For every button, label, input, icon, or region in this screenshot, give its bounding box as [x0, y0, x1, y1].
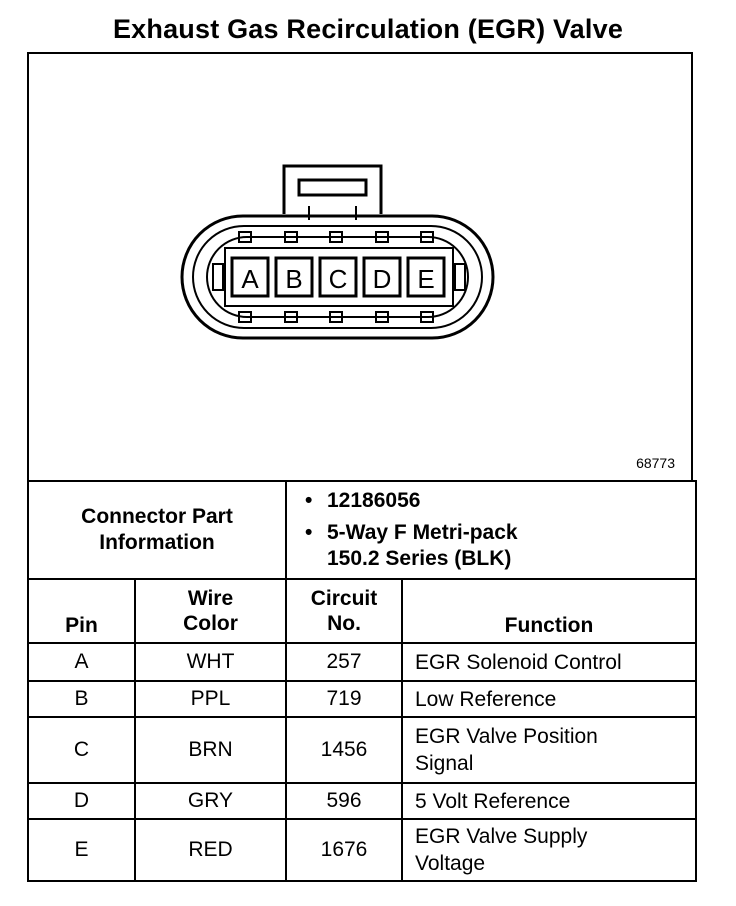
connector-face-drawing	[29, 54, 695, 482]
table-row	[28, 681, 696, 717]
header-circuit-line1: Circuit	[310, 587, 378, 610]
description-line	[305, 520, 695, 572]
connector-info-details	[286, 481, 696, 579]
function-line1: EGR Valve Position	[415, 725, 598, 748]
circuit-cell: 596	[286, 783, 402, 819]
connector-diagram-frame	[27, 52, 693, 480]
pin-label-d: D	[372, 264, 392, 294]
wire-color-cell: BRN	[135, 717, 286, 783]
connector-info-row	[28, 481, 696, 579]
function-line1: Low Reference	[415, 687, 557, 711]
figure-id: 68773	[636, 455, 675, 471]
header-wire-color	[135, 579, 286, 643]
wire-color-cell: PPL	[135, 681, 286, 717]
table-row	[28, 819, 696, 881]
table-header-row	[28, 579, 696, 643]
header-circuit	[286, 579, 402, 643]
pin-cell: C	[28, 717, 135, 783]
function-line1: 5 Volt Reference	[415, 789, 571, 813]
part-number-line	[305, 488, 695, 514]
table-row	[28, 643, 696, 681]
function-line2: Voltage	[415, 852, 486, 875]
diagram-title: Exhaust Gas Recirculation (EGR) Valve	[112, 14, 624, 44]
function-line1: EGR Solenoid Control	[415, 650, 622, 674]
function-cell	[402, 643, 696, 681]
part-number: 12186056	[327, 489, 421, 512]
pin-label-c: C	[328, 264, 348, 294]
header-pin: Pin	[28, 579, 135, 643]
table-row	[28, 783, 696, 819]
pin-label-a: A	[241, 264, 259, 294]
header-wire-color-line2: Color	[183, 612, 238, 635]
header-wire-color-line1: Wire	[187, 587, 234, 610]
function-cell	[402, 717, 696, 783]
pin-label-b: B	[285, 264, 303, 294]
connector-info-label-line1: Connector Part	[81, 505, 233, 528]
connector-info-label	[28, 481, 286, 579]
pin-cell: A	[28, 643, 135, 681]
wire-color-cell: RED	[135, 819, 286, 881]
bullet: •	[305, 489, 313, 512]
pin-cells	[232, 258, 444, 296]
pin-cell: D	[28, 783, 135, 819]
pin-cell: B	[28, 681, 135, 717]
function-cell	[402, 783, 696, 819]
function-line2: Signal	[415, 752, 474, 775]
wire-color-cell: GRY	[135, 783, 286, 819]
wire-color-cell: WHT	[135, 643, 286, 681]
pin-label-e: E	[417, 264, 435, 294]
description-line1: 5-Way F Metri-pack	[327, 521, 518, 544]
pin-cell: E	[28, 819, 135, 881]
description-line2: 150.2 Series (BLK)	[327, 547, 512, 570]
locking-tab-slot	[299, 180, 366, 195]
pinout-table	[27, 480, 697, 882]
header-function: Function	[402, 579, 696, 643]
circuit-cell: 719	[286, 681, 402, 717]
circuit-cell: 257	[286, 643, 402, 681]
circuit-cell: 1456	[286, 717, 402, 783]
circuit-cell: 1676	[286, 819, 402, 881]
function-line1: EGR Valve Supply	[415, 825, 588, 848]
function-cell	[402, 819, 696, 881]
header-circuit-line2: No.	[327, 612, 361, 635]
table-row	[28, 717, 696, 783]
function-cell	[402, 681, 696, 717]
bullet: •	[305, 521, 313, 544]
connector-info-label-line2: Information	[99, 531, 215, 554]
